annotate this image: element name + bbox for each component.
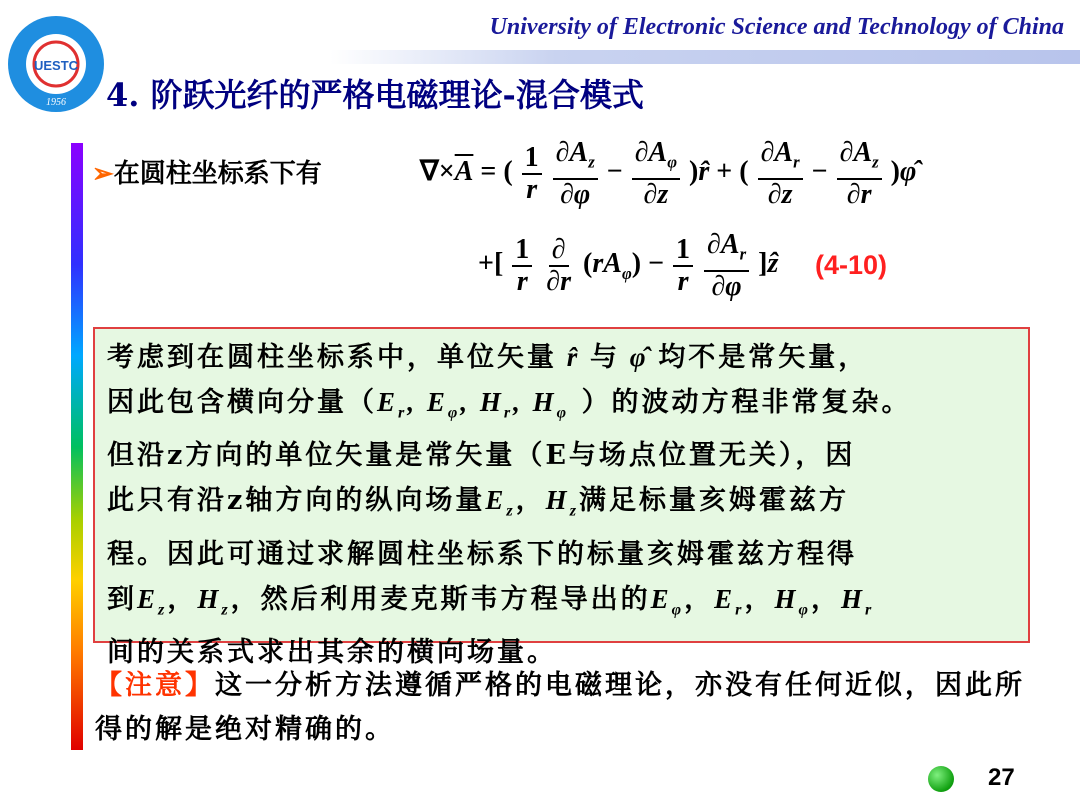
university-logo [6, 14, 106, 114]
slide-title: 4. 阶跃光纤的严格电磁理论-混合模式 [106, 76, 644, 114]
header-divider [330, 50, 1080, 64]
box-line-4: 此只有沿z轴方向的纵向场量$E_z$，$H_z$满足标量亥姆霍兹方 [107, 485, 849, 520]
box-line-5: 程。因此可通过求解圆柱坐标系下的标量亥姆霍兹方程得 [107, 538, 857, 570]
bullet-text: 在圆柱坐标系下有 [113, 159, 322, 189]
note-paragraph [95, 664, 1025, 752]
logo-year: 1956 [46, 97, 66, 108]
university-name: University of Electronic Science and Technology of China [489, 14, 1064, 40]
box-line-1: 考虑到在圆柱坐标系中，单位矢量 r̂ 与 φ̂ 均不是常矢量， [107, 342, 869, 373]
green-nav-button-icon[interactable] [928, 766, 954, 792]
explanation-box [93, 327, 1030, 669]
curl-equation-line1: $\nabla\times\overline{A}$ = ( $\frac{1}{r}$ $\frac{\partial A_z}{\partial\varphi}$ − $\frac{\partial A_\varphi}{\partial z}$ )r̂ + ( $\frac{\partial A_r}{\partial z}$ − $\frac{\partial A_z}{\partial r}$ )φ̂ [420, 137, 917, 210]
logo-text: UESTC [33, 58, 79, 73]
note-text: 这一分析方法遵循严格的电磁理论，亦没有任何近似，因此所得的解是绝对精确的。 [95, 670, 1025, 745]
box-line-2: 因此包含横向分量（$E_r$, $E_\varphi$, $H_r$, $H_\varphi$ ）的波动方程非常复杂。 [107, 387, 912, 422]
arrow-bullet-icon: ➢ [92, 159, 114, 189]
box-line-6: 到$E_z$，$H_z$，然后利用麦克斯韦方程导出的$E_\varphi$，$E_r$，$H_\varphi$，$H_r$ [107, 583, 875, 619]
rainbow-side-bar [71, 143, 83, 750]
box-line-7: 间的关系式求出其余的横向场量。 [107, 637, 557, 669]
curl-equation-line2: +[ $\frac{1}{r}$ $\frac{\partial}{\partial r}$ $(rA_\varphi)$ − $\frac{1}{r}$ $\frac{\partial A_r}{\partial\varphi}$ ]ẑ [478, 229, 779, 302]
page-number: 27 [988, 764, 1015, 791]
bullet-intro [92, 153, 322, 190]
box-line-3: 但沿z方向的单位矢量是常矢量（E与场点位置无关），因 [107, 440, 856, 472]
equation-number: (4-10) [815, 250, 888, 280]
note-tag: 【注意】 [95, 670, 215, 701]
